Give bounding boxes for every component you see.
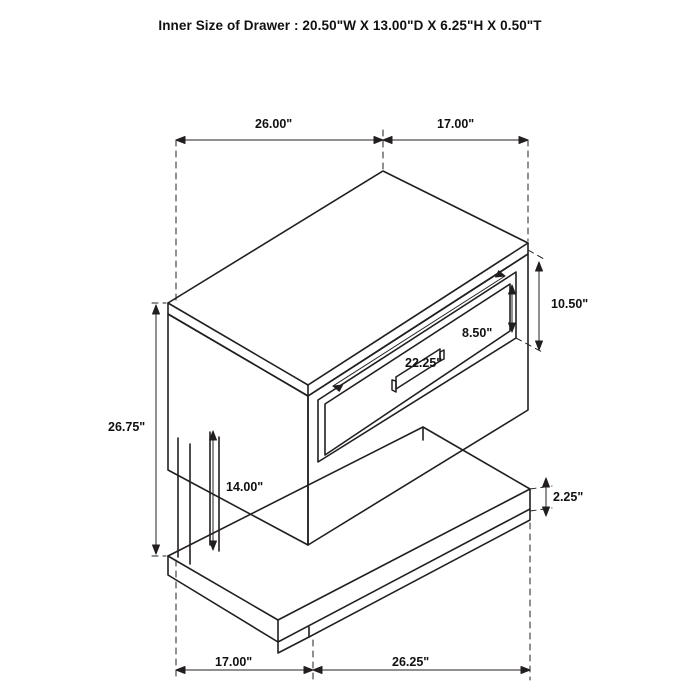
arrow-top-left-a	[176, 137, 185, 144]
dim-label-bottom-left: 17.00"	[215, 655, 253, 669]
dim-label-top-right: 17.00"	[437, 117, 475, 131]
dim-label-right-upper: 10.50"	[551, 297, 589, 311]
arrow-right-upper-a	[536, 262, 543, 271]
dim-label-base-thickness: 2.25"	[553, 490, 584, 504]
ext-right-upper-top	[528, 250, 544, 259]
arrow-top-left-b	[374, 137, 383, 144]
bottom-shelf-right-thickness	[278, 489, 530, 642]
dim-label-drawer-height: 8.50"	[462, 326, 493, 340]
dim-label-overall-height: 26.75"	[108, 420, 146, 434]
dim-label-shelf-opening: 14.00"	[226, 480, 264, 494]
top-front-edge	[168, 303, 308, 396]
dimension-geometry	[152, 130, 552, 680]
dim-label-top-left: 26.00"	[255, 117, 293, 131]
arrow-drawer-width-a	[333, 385, 343, 391]
arrow-overall-a	[153, 305, 160, 314]
arrow-drawer-width-b	[496, 271, 506, 277]
arrow-bottom-right-b	[521, 667, 530, 674]
top-right-edge	[308, 243, 528, 396]
bottom-shelf-front-thickness	[168, 556, 278, 642]
page-title: Inner Size of Drawer : 20.50"W X 13.00"D X 6.25"H X 0.50"T	[158, 18, 542, 33]
dim-label-bottom-right: 26.25"	[392, 655, 430, 669]
arrow-overall-b	[153, 545, 160, 554]
cabinet-front-face	[168, 314, 308, 545]
bottom-shelf-top	[168, 427, 530, 620]
arrow-bottom-left-b	[304, 667, 313, 674]
top-surface	[168, 171, 528, 385]
base-riser-right	[309, 509, 530, 637]
dim-label-drawer-width: 22.25"	[405, 356, 443, 370]
arrow-base-b	[543, 507, 550, 516]
arrow-top-right-a	[383, 137, 392, 144]
arrow-bottom-left-a	[176, 667, 185, 674]
arrow-top-right-b	[519, 137, 528, 144]
arrow-bottom-right-a	[313, 667, 322, 674]
arrow-base-a	[543, 478, 550, 487]
